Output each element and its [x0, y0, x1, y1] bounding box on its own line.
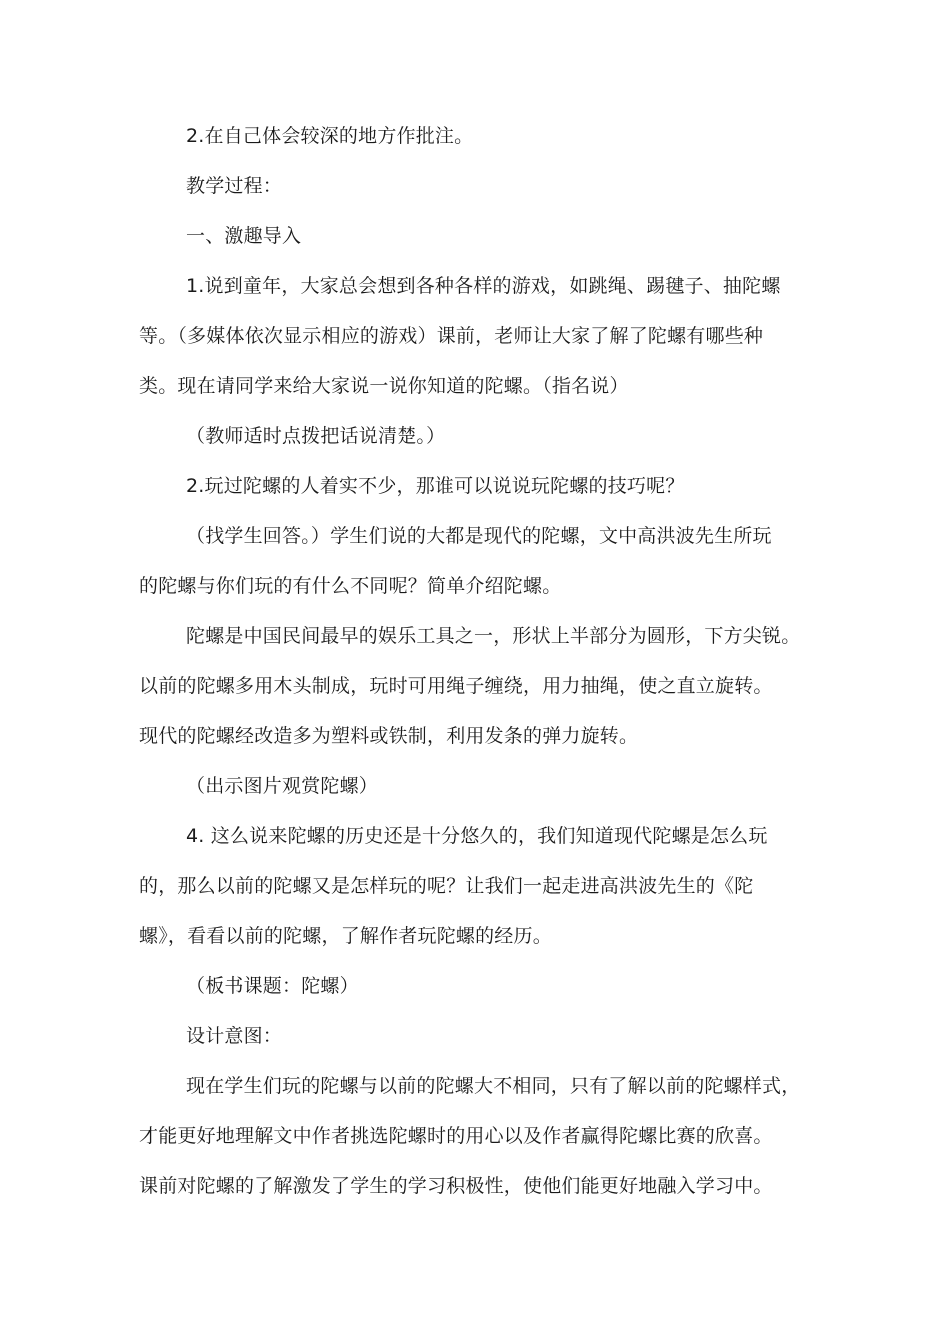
text-line: 现在学生们玩的陀螺与以前的陀螺大不相同，只有了解以前的陀螺样式， [186, 1075, 801, 1097]
text-line: 类。现在请同学来给大家说一说你知道的陀螺。（指名说） [139, 375, 629, 397]
text-line: 1.说到童年，大家总会想到各种各样的游戏，如跳绳、踢毽子、抽陀螺 [186, 275, 781, 297]
text-line: 以前的陀螺多用木头制成，玩时可用绳子缠绕，用力抽绳，使之直立旋转。 [139, 675, 773, 697]
text-line: （出示图片观赏陀螺） [186, 775, 379, 797]
text-line: 课前对陀螺的了解激发了学生的学习积极性，使他们能更好地融入学习中。 [139, 1175, 773, 1197]
text-line: 的，那么以前的陀螺又是怎样玩的呢？让我们一起走进高洪波先生的《陀 [139, 875, 754, 897]
text-line: 陀螺是中国民间最早的娱乐工具之一，形状上半部分为圆形，下方尖锐。 [186, 625, 801, 647]
section-heading: 一、激趣导入 [186, 225, 302, 247]
text-line: 教学过程： [186, 175, 283, 197]
text-line: 2.在自己体会较深的地方作批注。 [186, 125, 474, 147]
text-line: 才能更好地理解文中作者挑选陀螺时的用心以及作者赢得陀螺比赛的欣喜。 [139, 1125, 773, 1147]
text-line: 的陀螺与你们玩的有什么不同呢？简单介绍陀螺。 [139, 575, 562, 597]
text-line: 设计意图： [186, 1025, 283, 1047]
text-line: 2.玩过陀螺的人着实不少，那谁可以说说玩陀螺的技巧呢？ [186, 475, 685, 497]
text-line: （找学生回答。）学生们说的大都是现代的陀螺，文中高洪波先生所玩 [186, 525, 772, 547]
text-line: 等。（多媒体依次显示相应的游戏）课前，老师让大家了解了陀螺有哪些种 [139, 325, 764, 347]
text-line: 螺》，看看以前的陀螺，了解作者玩陀螺的经历。 [139, 925, 552, 947]
text-line: （板书课题：陀螺） [186, 975, 359, 997]
text-line: （教师适时点拨把话说清楚。） [186, 425, 446, 447]
text-line: 现代的陀螺经改造多为塑料或铁制，利用发条的弹力旋转。 [139, 725, 639, 747]
text-line: 4. 这么说来陀螺的历史还是十分悠久的，我们知道现代陀螺是怎么玩 [186, 825, 768, 847]
